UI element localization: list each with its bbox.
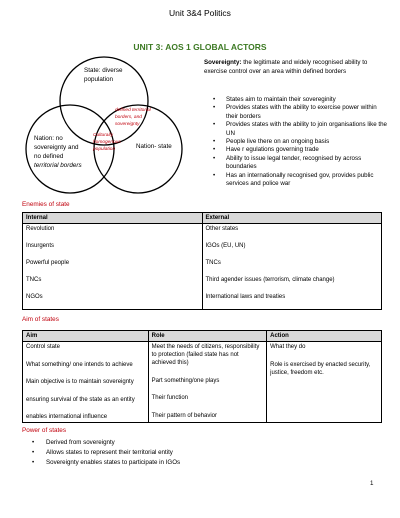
table-header-row — [23, 213, 382, 224]
list-item: • Allows states to represent their territorial entity — [30, 448, 330, 458]
sovereignty-term: Sovereignty: — [204, 59, 242, 66]
list-item: • Derived from sovereignty — [30, 438, 330, 448]
aim-item: enables international influence — [26, 414, 108, 420]
table-cell: Insurgents — [23, 241, 203, 258]
venn-diagram — [20, 56, 200, 206]
list-item: • People live there on an ongoing basis — [210, 138, 390, 146]
table-row — [23, 342, 382, 423]
venn-label-nation-state: Nation- state — [136, 143, 172, 150]
list-item: • Provides states with the ability to join organisations like the UN — [210, 121, 390, 138]
venn-overlap-left-1: Culturally — [93, 133, 113, 138]
role-item: Their function — [151, 395, 188, 401]
table-row — [23, 275, 382, 292]
table-cell-aim — [23, 342, 149, 423]
document-subtitle: UNIT 3: AOS 1 GLOBAL ACTORS — [133, 42, 267, 52]
sovereignty-text: the legitimate and widely recognised ability to exercise control over an area within defined borders — [204, 59, 368, 75]
table-cell: Third agender issues (terrorism, climate change) — [202, 275, 382, 292]
powers-heading: Power of states — [22, 427, 67, 434]
venn-overlap-top-1: defined territorial — [115, 108, 151, 113]
list-item: • Ability to issue legal tender, recognised by across boundaries — [210, 155, 390, 172]
venn-label-nation-2: sovereignty and — [34, 144, 79, 151]
table-cell: NGOs — [23, 292, 203, 310]
page-number: 1 — [370, 480, 374, 487]
list-item: • Sovereignty enables states to participate in IGOs — [30, 458, 330, 468]
enemies-table — [22, 212, 382, 310]
venn-label-nation-4: territorial borders — [34, 162, 82, 169]
sovereignty-list — [210, 96, 390, 188]
powers-list — [30, 438, 330, 469]
aim-item: Main objective is to maintain sovereignty — [26, 379, 134, 385]
aim-item: ensuring survival of the state as an entity — [26, 396, 135, 403]
aim-item: Control state — [26, 344, 61, 350]
role-item: Meet the needs of citizens, responsibility to protection (failed state has not achieved this) — [151, 344, 260, 366]
venn-label-state-1: State: diverse — [84, 67, 123, 74]
venn-overlap-top-2: borders, and — [115, 115, 142, 120]
aims-heading: Aim of states — [22, 316, 59, 323]
table-cell: International laws and treaties — [202, 292, 382, 310]
list-item: • Have r egulations governing trade — [210, 146, 390, 154]
enemies-heading: Enemies of state — [22, 201, 70, 208]
aims-table — [22, 330, 382, 423]
table-cell: TNCs — [23, 275, 203, 292]
venn-overlap-left-3: population — [93, 147, 116, 152]
venn-label-state-2: population — [84, 76, 114, 83]
table-row — [23, 292, 382, 310]
venn-overlap-left-2: homogenous — [93, 140, 121, 145]
list-item: • States aim to maintain their sovereginity — [210, 96, 390, 104]
column-header-external: External — [202, 213, 382, 224]
column-header-internal: Internal — [23, 213, 203, 224]
sovereignty-definition — [204, 59, 384, 76]
action-item: What they do — [270, 344, 306, 350]
venn-label-nation-1: Nation: no — [34, 135, 63, 142]
table-cell: Other states — [202, 224, 382, 242]
table-header-row — [23, 331, 382, 342]
action-item: Role is exercised by enacted security, justice, freedom etc. — [270, 361, 371, 376]
column-header-role: Role — [148, 331, 266, 342]
column-header-aim: Aim — [23, 331, 149, 342]
table-row — [23, 224, 382, 242]
table-cell-action — [267, 342, 382, 423]
table-row — [23, 241, 382, 258]
table-cell: Revolution — [23, 224, 203, 242]
table-cell: TNCs — [202, 258, 382, 275]
document-title: Unit 3&4 Politics — [169, 8, 231, 18]
aim-item: What something/ one intends to achieve — [26, 361, 133, 368]
venn-overlap-top-3: sovereignty — [115, 122, 140, 127]
table-cell: IGOs (EU, UN) — [202, 241, 382, 258]
role-item: Part something/one plays — [151, 377, 220, 384]
venn-label-nation-3: no defined — [34, 153, 64, 160]
list-item: • Has an internationally recognised gov, provides public services and police war — [210, 172, 390, 189]
role-item: Their pattern of behavior — [151, 412, 218, 419]
list-item: • Provides states with the ability to exercise power within their borders — [210, 104, 390, 121]
table-cell-role — [148, 342, 266, 423]
table-cell: Powerful people — [23, 258, 203, 275]
column-header-action: Action — [267, 331, 382, 342]
table-row — [23, 258, 382, 275]
